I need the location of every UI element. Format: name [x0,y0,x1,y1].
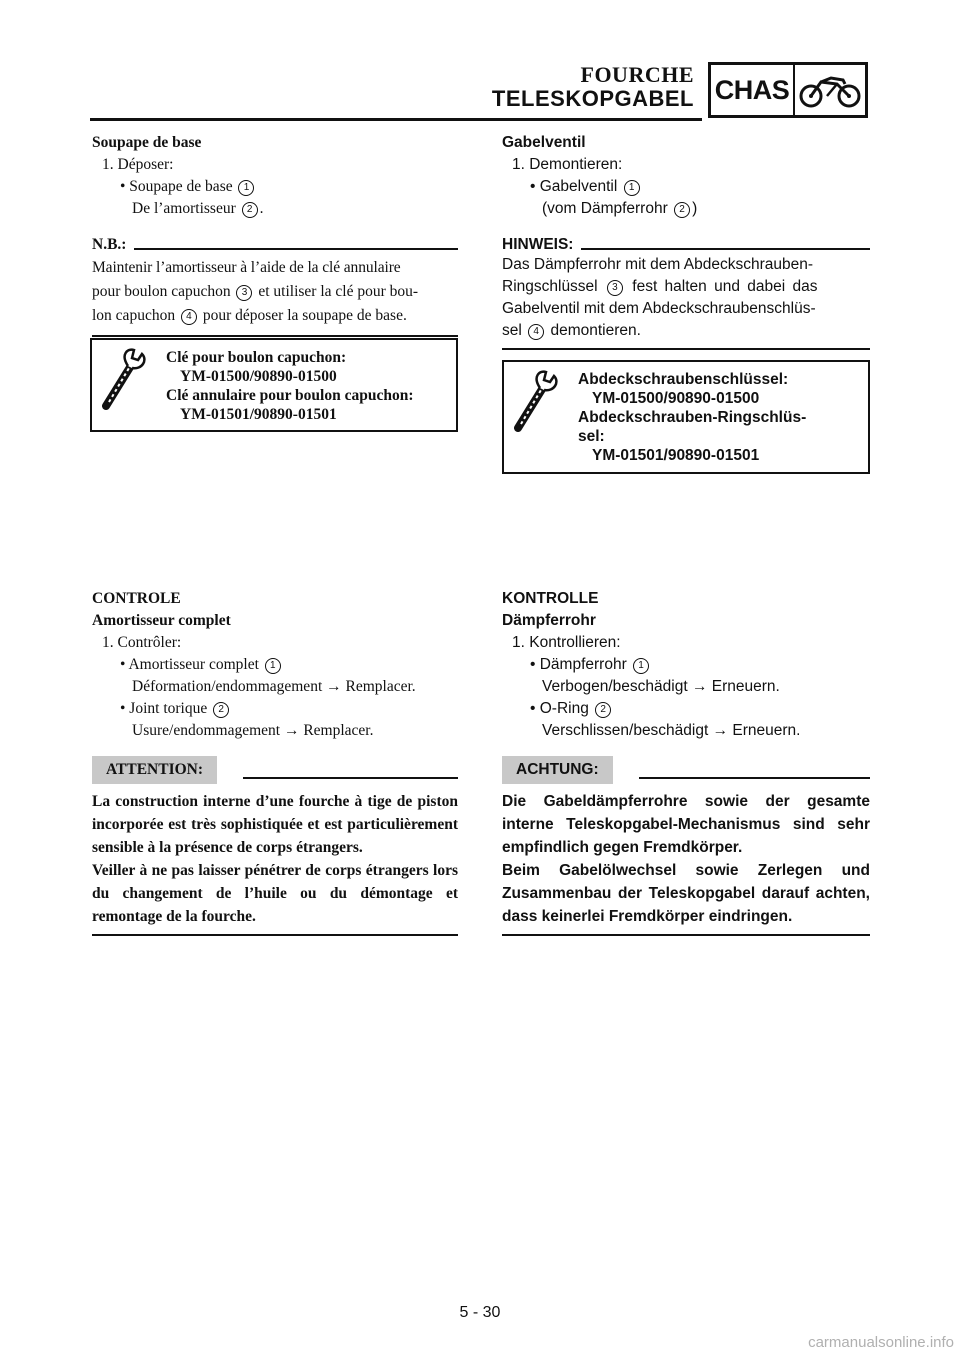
fr-tool-l1: Clé pour boulon capuchon: [166,349,347,366]
fr-section-base-valve [92,132,458,337]
ref-number-4: 4 [528,324,544,340]
ref-number-2: 2 [242,202,258,218]
de-s2-bullet2 [502,698,870,720]
ref-number-1: 1 [265,658,281,674]
fr-s1-b1-text: • Soupape de base [120,178,233,195]
fr-caution-p1: La construction interne d’une fourche à tige de piston incorporée est très sophistiquée et est particulièrement sensible à la présence de corps étrangers. [92,793,458,856]
de-s1-title: Gabelventil [502,134,586,151]
ref-number-1: 1 [633,658,649,674]
de-caution-label: ACHTUNG: [502,756,613,784]
de-tool-text [578,370,806,465]
fr-section-control [92,588,458,936]
de-s2-title: Dämpferrohr [502,612,596,629]
fr-s2-b1-sub: Déformation/endommagement → Remplacer. [132,678,416,695]
ref-number-1: 1 [238,180,254,196]
de-caution-header [502,756,870,784]
section-code: CHAS [711,65,795,115]
de-tool-box [502,360,870,474]
de-s1-sub-end: ) [692,200,698,217]
fr-note-end-rule [92,335,458,337]
fr-s2-title: Amortisseur complet [92,612,231,629]
de-tool-l4: sel: [578,428,605,445]
de-note-l2a: Ringschlüssel [502,278,598,295]
fr-s2-bullet2 [92,698,458,720]
fr-note-line2 [92,281,458,303]
fr-s2-head: CONTROLE [92,590,181,607]
de-note-body [502,254,870,342]
page-number: 5 - 30 [459,1304,501,1321]
ref-number-2: 2 [213,702,229,718]
section-badge [708,62,868,118]
wrench-icon [98,346,154,412]
de-tool-l2: YM-01500/90890-01500 [592,390,760,407]
ref-number-3: 3 [607,280,623,296]
fr-tool-box [90,338,458,432]
de-caution-body [502,790,870,928]
fr-s2-b2-text: • Joint torique [120,700,208,717]
fr-s1-sub [92,198,458,220]
de-s1-b1-text: • Gabelventil [530,178,618,195]
de-caution-end-rule [502,934,870,936]
de-s1-sub [502,198,870,220]
fr-note-line1: Maintenir l’amortisseur à l’aide de la clé annulaire [92,259,401,276]
fr-s2-bullet1 [92,654,458,676]
fr-s2-b1-text: • Amortisseur complet [120,656,259,673]
fr-s1-sub-text: De l’amortisseur [132,200,236,217]
de-note-label: HINWEIS: [502,236,574,253]
fr-note-l2b: et utiliser la clé pour bou- [258,283,419,300]
de-s2-b2-sub: Verschlissen/beschädigt → Erneuern. [542,722,801,739]
fr-caution-rule [243,777,458,779]
de-note-line1: Das Dämpferrohr mit dem Abdeckschrauben- [502,256,813,273]
fr-caution-header [92,756,458,784]
fr-note-l3a: lon capuchon [92,307,176,324]
ref-number-2: 2 [674,202,690,218]
de-note-line2 [502,276,870,298]
fr-note-l2a: pour boulon capuchon [92,283,231,300]
ref-number-3: 3 [236,285,252,301]
fr-note-line3 [92,305,458,327]
fr-tool-l4: YM-01501/90890-01501 [180,406,337,423]
de-note-line3: Gabelventil mit dem Abdeckschraubenschlüs- [502,300,816,317]
fr-caution-label: ATTENTION: [92,756,217,784]
fr-note-rule [134,248,458,250]
fr-caution-body [92,790,458,928]
watermark: carmanualsonline.info [808,1334,954,1351]
fr-caution-end-rule [92,934,458,936]
de-caution-p1: Die Gabeldämpferrohre sowie der gesamte interne Teleskopgabel-Mechanismus sind sehr empfindlich gegen Fremdkörper. [502,793,870,856]
fr-s1-sub-end: . [259,200,264,217]
header-rule [90,118,702,121]
fr-s1-title: Soupape de base [92,134,202,151]
fr-s1-step: 1. Déposer: [102,156,174,173]
fr-note-body [92,257,458,327]
de-s1-bullet [502,176,870,198]
fr-s1-bullet [92,176,458,198]
fr-note-label: N.B.: [92,236,127,253]
de-note-l4a: sel [502,322,522,339]
fr-s2-b2-sub: Usure/endommagement → Remplacer. [132,722,374,739]
ref-number-4: 4 [181,309,197,325]
de-note-rule [581,248,870,250]
de-s2-head: KONTROLLE [502,590,599,607]
de-s2-bullet1 [502,654,870,676]
de-note-end-rule [502,348,870,350]
fr-note-l3b: pour déposer la soupape de base. [202,307,407,324]
de-s2-b1-text: • Dämpferrohr [530,656,627,673]
de-s2-b2-text: • O-Ring [530,700,589,717]
header-title-fr: FOURCHE [580,62,694,87]
ref-number-2: 2 [595,702,611,718]
de-s2-b1-sub: Verbogen/beschädigt → Erneuern. [542,678,780,695]
de-s2-step: 1. Kontrollieren: [512,634,621,651]
de-caution-rule [639,777,870,779]
motorcycle-icon [795,65,865,115]
ref-number-1: 1 [624,180,640,196]
fr-s2-step: 1. Contrôler: [102,634,182,651]
fr-note-header [92,234,458,256]
de-tool-l5: YM-01501/90890-01501 [592,447,760,464]
header-title-de: TELESKOPGABEL [491,86,694,111]
de-tool-l3: Abdeckschrauben-Ringschlüs- [578,409,807,426]
fr-caution-p2: Veiller à ne pas laisser pénétrer de corps étrangers lors du changement de l’huile ou du démontage et remontage de la fourche. [92,862,458,925]
de-note-header [502,234,870,256]
de-section-base-valve [502,132,870,350]
wrench-icon [510,368,566,434]
de-s1-sub-text: (vom Dämpferrohr [542,200,668,217]
de-s1-step: 1. Demontieren: [512,156,623,173]
fr-tool-l3: Clé annulaire pour boulon capuchon: [166,387,414,404]
de-note-line4 [502,320,870,342]
de-caution-p2: Beim Gabelölwechsel sowie Zerlegen und Zusammenbau der Teleskopgabel darauf achten, dass keinerlei Fremdkörper eindringen. [502,862,870,925]
fr-tool-text [166,348,414,424]
de-note-l2b: fest halten und dabei das [632,278,818,295]
de-note-l4b: demontieren. [550,322,641,339]
de-tool-l1: Abdeckschraubenschlüssel: [578,371,789,388]
fr-tool-l2: YM-01500/90890-01500 [180,368,337,385]
de-section-control [502,588,870,936]
